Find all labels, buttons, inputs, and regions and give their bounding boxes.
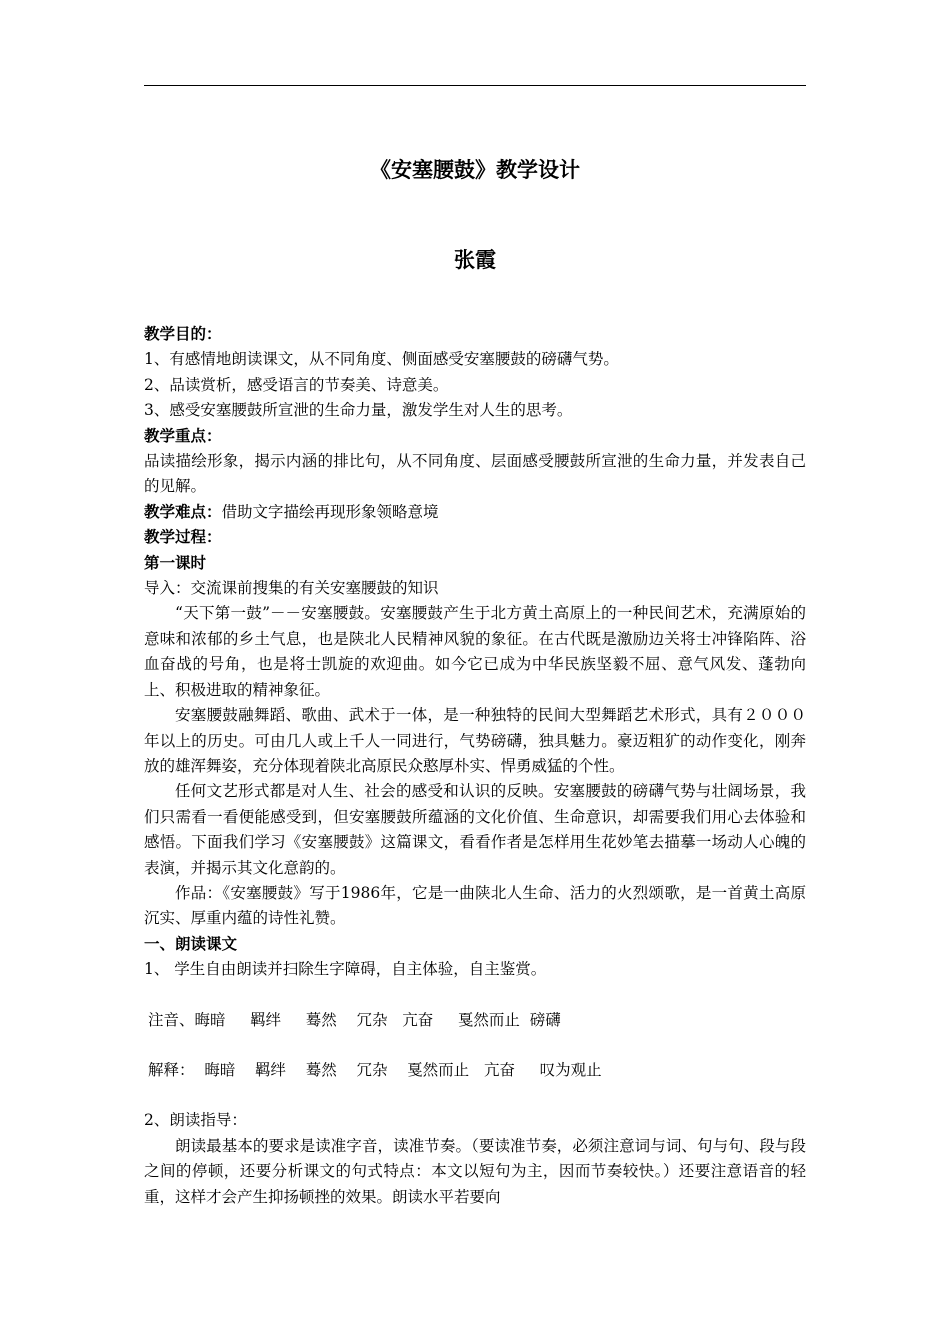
document-author: 张霞 <box>454 248 496 272</box>
goals-heading: 教学目的： <box>144 325 222 343</box>
document-body <box>144 322 806 1210</box>
explain-line: 解释： 晦暗 羁绊 蓦然 冗杂 戛然而止 亢奋 叹为观止 <box>148 1060 602 1079</box>
phonetic-line: 注音、晦暗 羁绊 蓦然 冗杂 亢奋 戛然而止 磅礴 <box>148 1010 561 1029</box>
difficulty-heading: 教学难点： <box>144 502 222 521</box>
goal-item: 2、品读赏析，感受语言的节奏美、诗意美。 <box>144 375 449 394</box>
key-heading: 教学重点： <box>144 426 222 445</box>
step2-line: 2、朗读指导： <box>144 1111 247 1130</box>
intro-line: 导入：交流课前搜集的有关安塞腰鼓的知识 <box>144 579 439 598</box>
difficulty-text: 借助文字描绘再现形象领略意境 <box>221 502 439 521</box>
header-rule <box>144 85 806 86</box>
paragraph: 作品：《安塞腰鼓》写于1986年，它是一曲陕北人生命、活力的火烈颂歌，是一首黄土高原沉实、厚重内蕴的诗性礼赞。 <box>144 883 806 928</box>
goal-item: 3、感受安塞腰鼓所宣泄的生命力量，激发学生对人生的思考。 <box>144 401 573 420</box>
section1-heading: 一、朗读课文 <box>144 934 238 953</box>
document-title: 《安塞腰鼓》教学设计 <box>370 158 580 182</box>
paragraph: “天下第一鼓”－－安塞腰鼓。安塞腰鼓产生于北方黄土高原上的一种民间艺术，充满原始的意味和浓郁的乡土气息，也是陕北人民精神风貌的象征。在古代既是激励边关将士冲锋陷阵、浴血奋战的号角，也是将士凯旋的欢迎曲。如今它已成为中华民族坚毅不屈、意气风发、蓬勃向上、积极进取的精神象征。 <box>144 604 806 699</box>
lesson-heading: 第一课时 <box>144 553 207 572</box>
key-text: 品读描绘形象，揭示内涵的排比句，从不同角度、层面感受腰鼓所宣泄的生命力量，并发表自己的见解。 <box>144 452 806 496</box>
paragraph: 任何文艺形式都是对人生、社会的感受和认识的反映。安塞腰鼓的磅礴气势与壮阔场景，我们只需看一看便能感受到，但安塞腰鼓所蕴涵的文化价值、生命意识，却需要我们用心去体验和感悟。下面我们学习《安塞腰鼓》这篇课文，看看作者是怎样用生花妙笔去描摹一场动人心魄的表演，并揭示其文化意韵的。 <box>144 782 806 877</box>
goal-item: 1、有感情地朗读课文，从不同角度、侧面感受安塞腰鼓的磅礴气势。 <box>144 350 619 369</box>
process-heading: 教学过程： <box>144 528 222 547</box>
reading-guide: 朗读最基本的要求是读准字音，读准节奏。（要读准节奏，必须注意词与词、句与句、段与段之间的停顿，还要分析课文的句式特点：本文以短句为主，因而节奏较快。）还要注意语音的轻重，这样才会产生抑扬顿挫的效果。朗读水平若要向 <box>144 1136 806 1206</box>
paragraph: 安塞腰鼓融舞蹈、歌曲、武术于一体，是一种独特的民间大型舞蹈艺术形式，具有２０００年以上的历史。可由几人或上千人一同进行，气势磅礴，独具魅力。豪迈粗犷的动作变化，刚奔放的雄浑舞姿，充分体现着陕北高原民众憨厚朴实、悍勇威猛的个性。 <box>144 706 806 775</box>
step1-line: 1、 学生自由朗读并扫除生字障碍，自主体验，自主鉴赏。 <box>144 960 547 979</box>
difficulty-line <box>144 500 806 525</box>
